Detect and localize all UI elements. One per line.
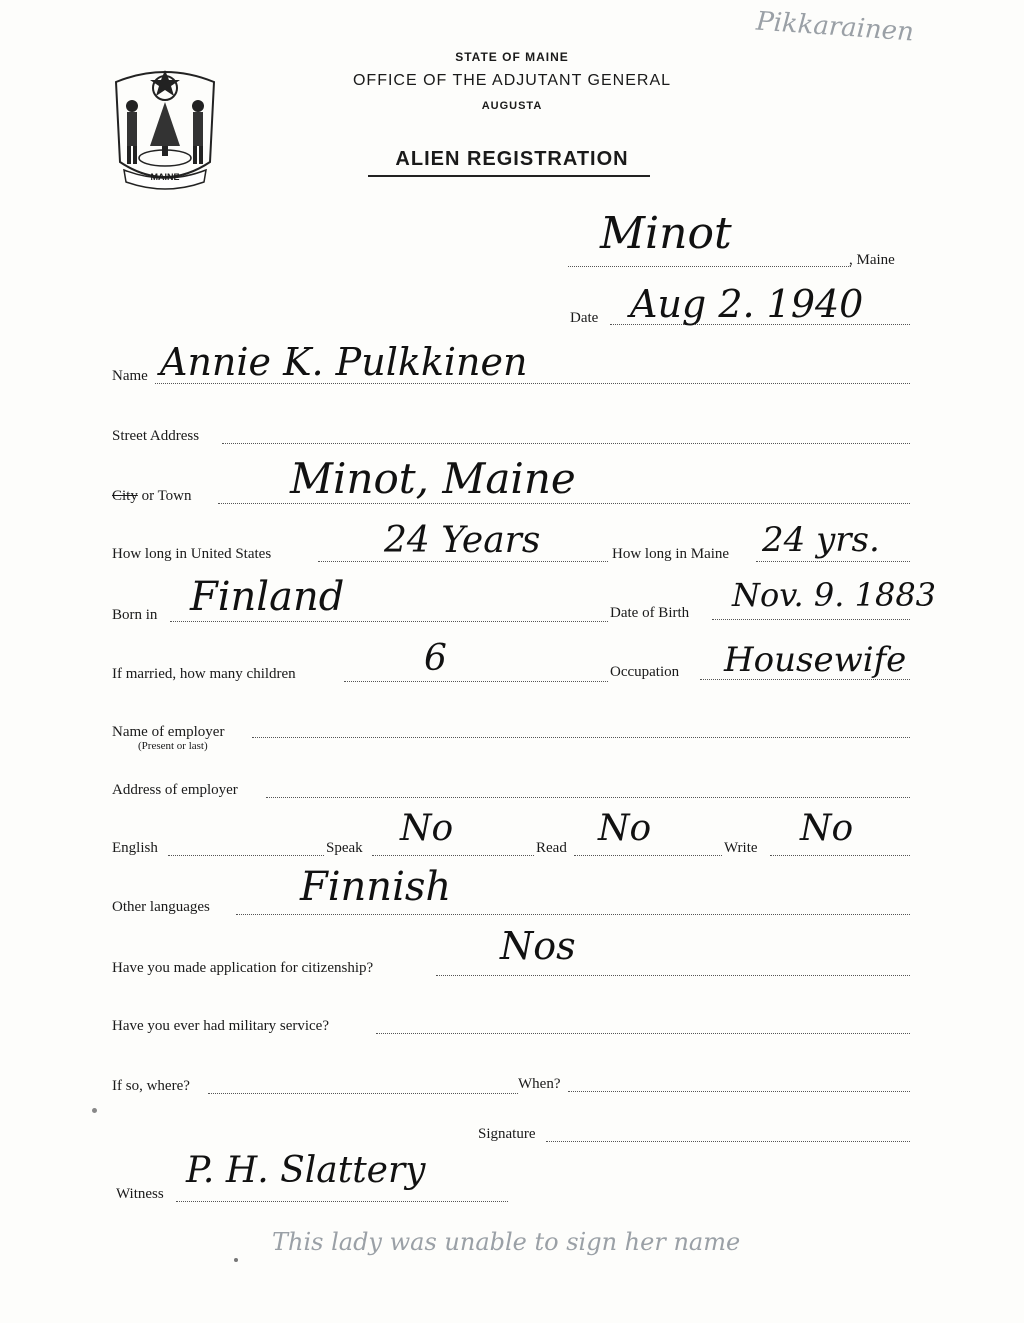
witness-dotted-line [176,1201,508,1202]
occupation-value: Housewife [724,640,907,680]
title-underline [368,175,650,177]
other-languages-dotted-line [236,914,910,915]
read-value: No [598,808,652,849]
town-value: Minot [600,208,732,259]
citizenship-dotted-line [436,975,910,976]
name-label: Name [112,368,148,384]
born-in-value: Finland [190,574,345,620]
children-dotted-line [344,681,608,682]
citizenship-label: Have you made application for citizenship? [112,960,374,976]
us-duration-value: 24 Years [384,520,541,561]
date-value: Aug 2. 1940 [630,282,864,326]
when-label: When? [518,1076,561,1092]
children-label: If married, how many children [112,666,296,682]
dob-dotted-line [712,619,910,620]
english-label: English [112,840,158,856]
employer-address-dotted-line [266,797,910,798]
write-label: Write [724,840,758,856]
page-title: ALIEN REGISTRATION [395,148,629,170]
speak-dotted-line [372,855,534,856]
employer-dotted-line [252,737,910,738]
when-dotted-line [568,1091,910,1092]
military-dotted-line [376,1033,910,1034]
children-value: 6 [424,638,447,679]
witness-value: P. H. Slattery [186,1150,426,1191]
pencil-annotation: This lady was unable to sign her name [272,1228,741,1256]
town-suffix-label: , Maine [849,252,895,268]
write-dotted-line [770,855,910,856]
read-dotted-line [574,855,722,856]
military-label: Have you ever had military service? [112,1018,329,1034]
us-duration-dotted-line [318,561,608,562]
employer-address-label: Address of employer [112,782,238,798]
date-label: Date [570,310,599,326]
dob-label: Date of Birth [610,605,690,621]
occupation-label: Occupation [610,664,680,680]
header-office: OFFICE OF THE ADJUTANT GENERAL [352,72,672,89]
signature-label: Signature [478,1126,536,1142]
born-in-label: Born in [112,607,158,623]
stray-dot [234,1258,238,1262]
speak-value: No [400,808,454,849]
header-city: AUGUSTA [481,100,543,112]
seal-label: MAINE [150,172,180,182]
citizenship-value: Nos [500,924,576,968]
stray-dot [92,1108,97,1113]
header-state: STATE OF MAINE [455,50,569,64]
city-town-value: Minot, Maine [290,454,576,503]
street-label: Street Address [112,428,200,444]
city-town-label [112,488,192,505]
street-dotted-line [222,443,910,444]
employer-label: Name of employer [112,724,225,740]
town-dotted-line [568,266,851,267]
read-label: Read [536,840,567,856]
dob-value: Nov. 9. 1883 [732,576,937,614]
maine-duration-value: 24 yrs. [762,520,880,560]
employer-sublabel: (Present or last) [138,740,208,752]
other-languages-label: Other languages [112,899,210,915]
write-value: No [800,808,854,849]
witness-label: Witness [116,1186,164,1202]
city-struck-label: City [112,488,138,504]
maine-duration-dotted-line [756,561,910,562]
corner-pencil-note: Pikkarainen [755,6,915,48]
maine-duration-label: How long in Maine [612,546,730,562]
where-label: If so, where? [112,1078,190,1094]
where-dotted-line [208,1093,518,1094]
signature-dotted-line [546,1141,910,1142]
speak-label: Speak [326,840,363,856]
name-value: Annie K. Pulkkinen [160,340,528,384]
city-town-dotted-line [218,503,910,504]
born-in-dotted-line [170,621,608,622]
other-languages-value: Finnish [300,864,452,910]
or-town-label: or Town [137,488,192,504]
english-dotted-line [168,855,324,856]
us-duration-label: How long in United States [112,546,272,562]
